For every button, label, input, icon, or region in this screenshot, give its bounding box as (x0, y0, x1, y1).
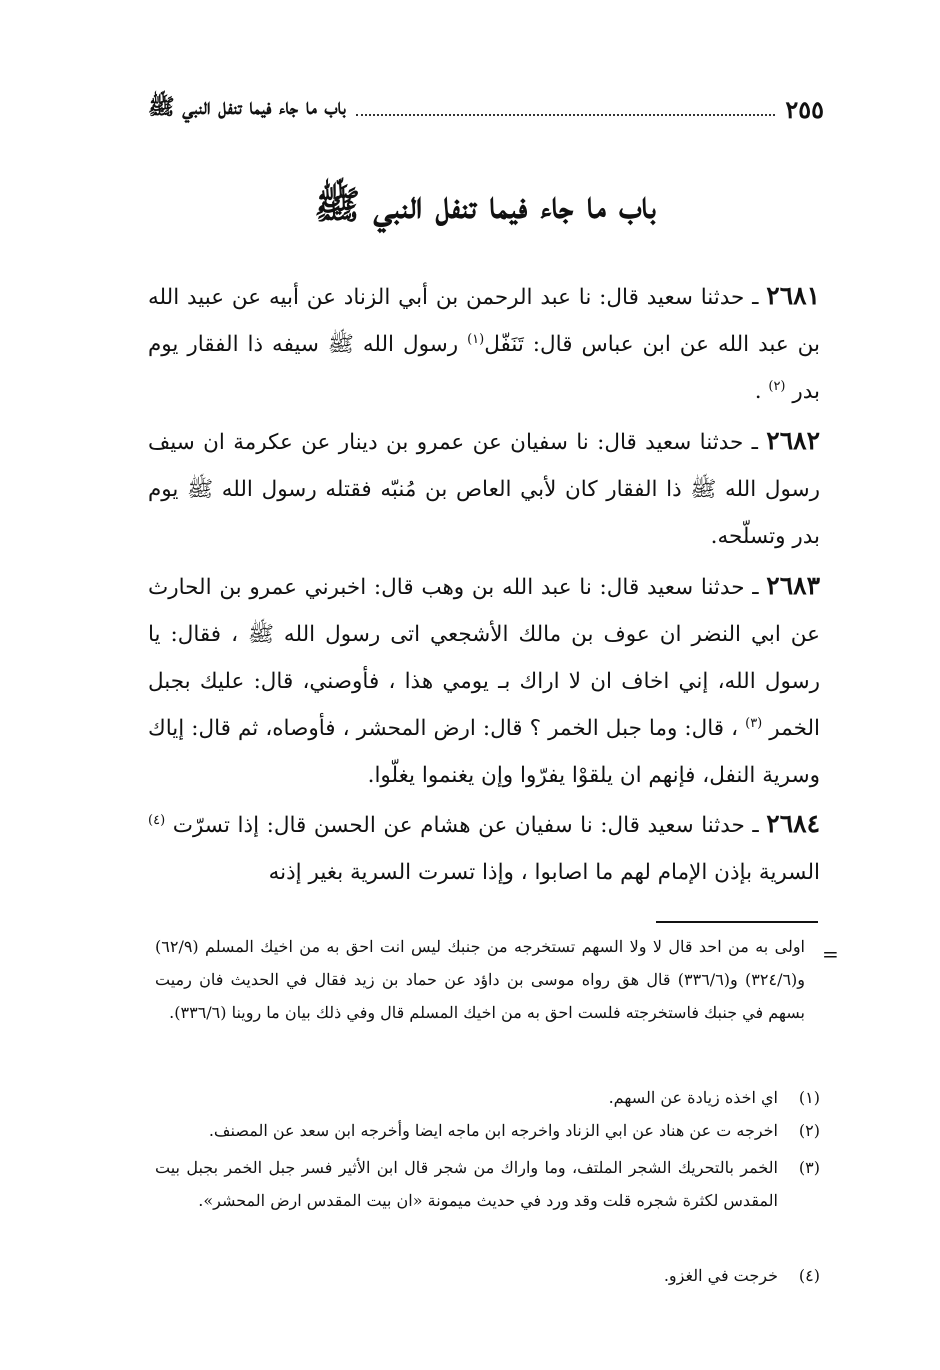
footnote-number: (١) (798, 1088, 820, 1107)
hadith-text: ـ حدثنا سعيد قال: نا سفيان عن هشام عن الحسن قال: إذا تسرّت (165, 813, 767, 838)
hadith-number: ٢٦٨٤ (766, 809, 820, 838)
running-title: باب ما جاء فيما تنفل النبي ﷺ (148, 94, 346, 120)
hadith-text: رسول الله ﷺ سيفه ذا الفقار يوم بدر (148, 332, 820, 404)
footnote-text: خرجت في الغزو. (663, 1266, 778, 1285)
hadith-text: ـ حدثنا سعيد قال: نا سفيان عن عمرو بن دينار عن عكرمة ان سيف رسول الله ﷺ ذا الفقار كان لأبي العاص بن مُنبّه فقتله رسول الله ﷺ يوم بدر وتسلّحه. (148, 430, 820, 549)
hadith-text: السرية بإذن الإمام لهم ما اصابوا ، وإذا تسرت السرية بغير إذنه (268, 860, 820, 885)
footnote-separator (656, 921, 818, 923)
footnote-2 (155, 1114, 820, 1147)
dotted-leader (356, 114, 776, 116)
footnote-text: اي اخذه زيادة عن السهم. (608, 1088, 778, 1107)
footnote-continuation: اولى به من احد قال لا ولا السهم تستخرجه من جنبك ليس انت احق به من اخيك المسلم (٦٢/٩) و(٣٢٤/٦) و(٣٣٦/٦) قال هق رواه موسى بن داؤد عن حماد بن زيد فقال في الحديث فان رميت بسهم في جنبك فاستخرجته فلست احق به من اخيك المسلم قال وفي ذلك بيان ما روينا (٣٣٦/٦). (155, 937, 806, 1022)
chapter-title: باب ما جاء فيما تنفل النبي ﷺ (314, 182, 656, 227)
footnote-number: (٣) (798, 1158, 820, 1177)
footnote-ref: (٣) (745, 715, 763, 731)
hadith-2683 (148, 562, 820, 799)
footnote-number: (٢) (798, 1121, 820, 1140)
footnote-number: (٤) (798, 1266, 820, 1285)
hadith-text: . (754, 379, 769, 404)
running-header (148, 92, 824, 126)
footnote-3 (155, 1151, 820, 1217)
footnote-ref: (٢) (768, 378, 786, 394)
page-number: ٢٥٥ (785, 94, 824, 124)
continuation-mark: = (822, 942, 839, 966)
footnote-text: اخرجه ت عن هناد عن ابي الزناد واخرجه ابن ماجه ايضا وأخرجه ابن سعد عن المصنف. (208, 1121, 778, 1140)
hadith-2684 (148, 800, 820, 896)
footnote-4 (155, 1259, 820, 1292)
hadith-number: ٢٦٨١ (766, 281, 820, 310)
footnote-ref: (١) (467, 331, 485, 347)
hadith-2682 (148, 417, 820, 560)
hadith-number: ٢٦٨٣ (766, 571, 820, 600)
hadith-text: ـ حدثنا سعيد قال: نا عبد الرحمن بن أبي الزناد عن أبيه عن عبيد الله بن عبد الله عن ابن عباس قال: تَنَفّل (148, 285, 821, 357)
hadith-text: ـ حدثنا سعيد قال: نا عبد الله بن وهب قال: اخبرني عمرو بن الحارث عن ابي النضر ان عوف بن مالك الأشجعي اتى رسول الله ﷺ ، فقال: يا رسول الله، إني اخاف ان لا اراك بـ يومي هذا ، فأوصني، قال: عليك بجبل الخمر (148, 575, 820, 741)
footnote-1 (155, 1081, 820, 1114)
hadith-number: ٢٦٨٢ (766, 426, 820, 455)
hadith-2681 (148, 272, 820, 415)
footnote-ref: (٤) (148, 812, 166, 828)
footnote-text: الخمر بالتحريك الشجر الملتف، وما واراك من شجر قال ابن الأثير فسر جبل الخمر بجبل بيت المقدس لكثرة شجره قلت وقد ورد في حديث ميمونة «ان بيت المقدس ارض المحشر». (155, 1158, 779, 1210)
hadith-text: ، قال: وما جبل الخمر ؟ قال: ارض المحشر ، فأوصاه، ثم قال: إياك وسرية النفل، فإنهم ان يلقوْا يفرّوا وإن يغنموا يغلّوا. (148, 716, 820, 788)
